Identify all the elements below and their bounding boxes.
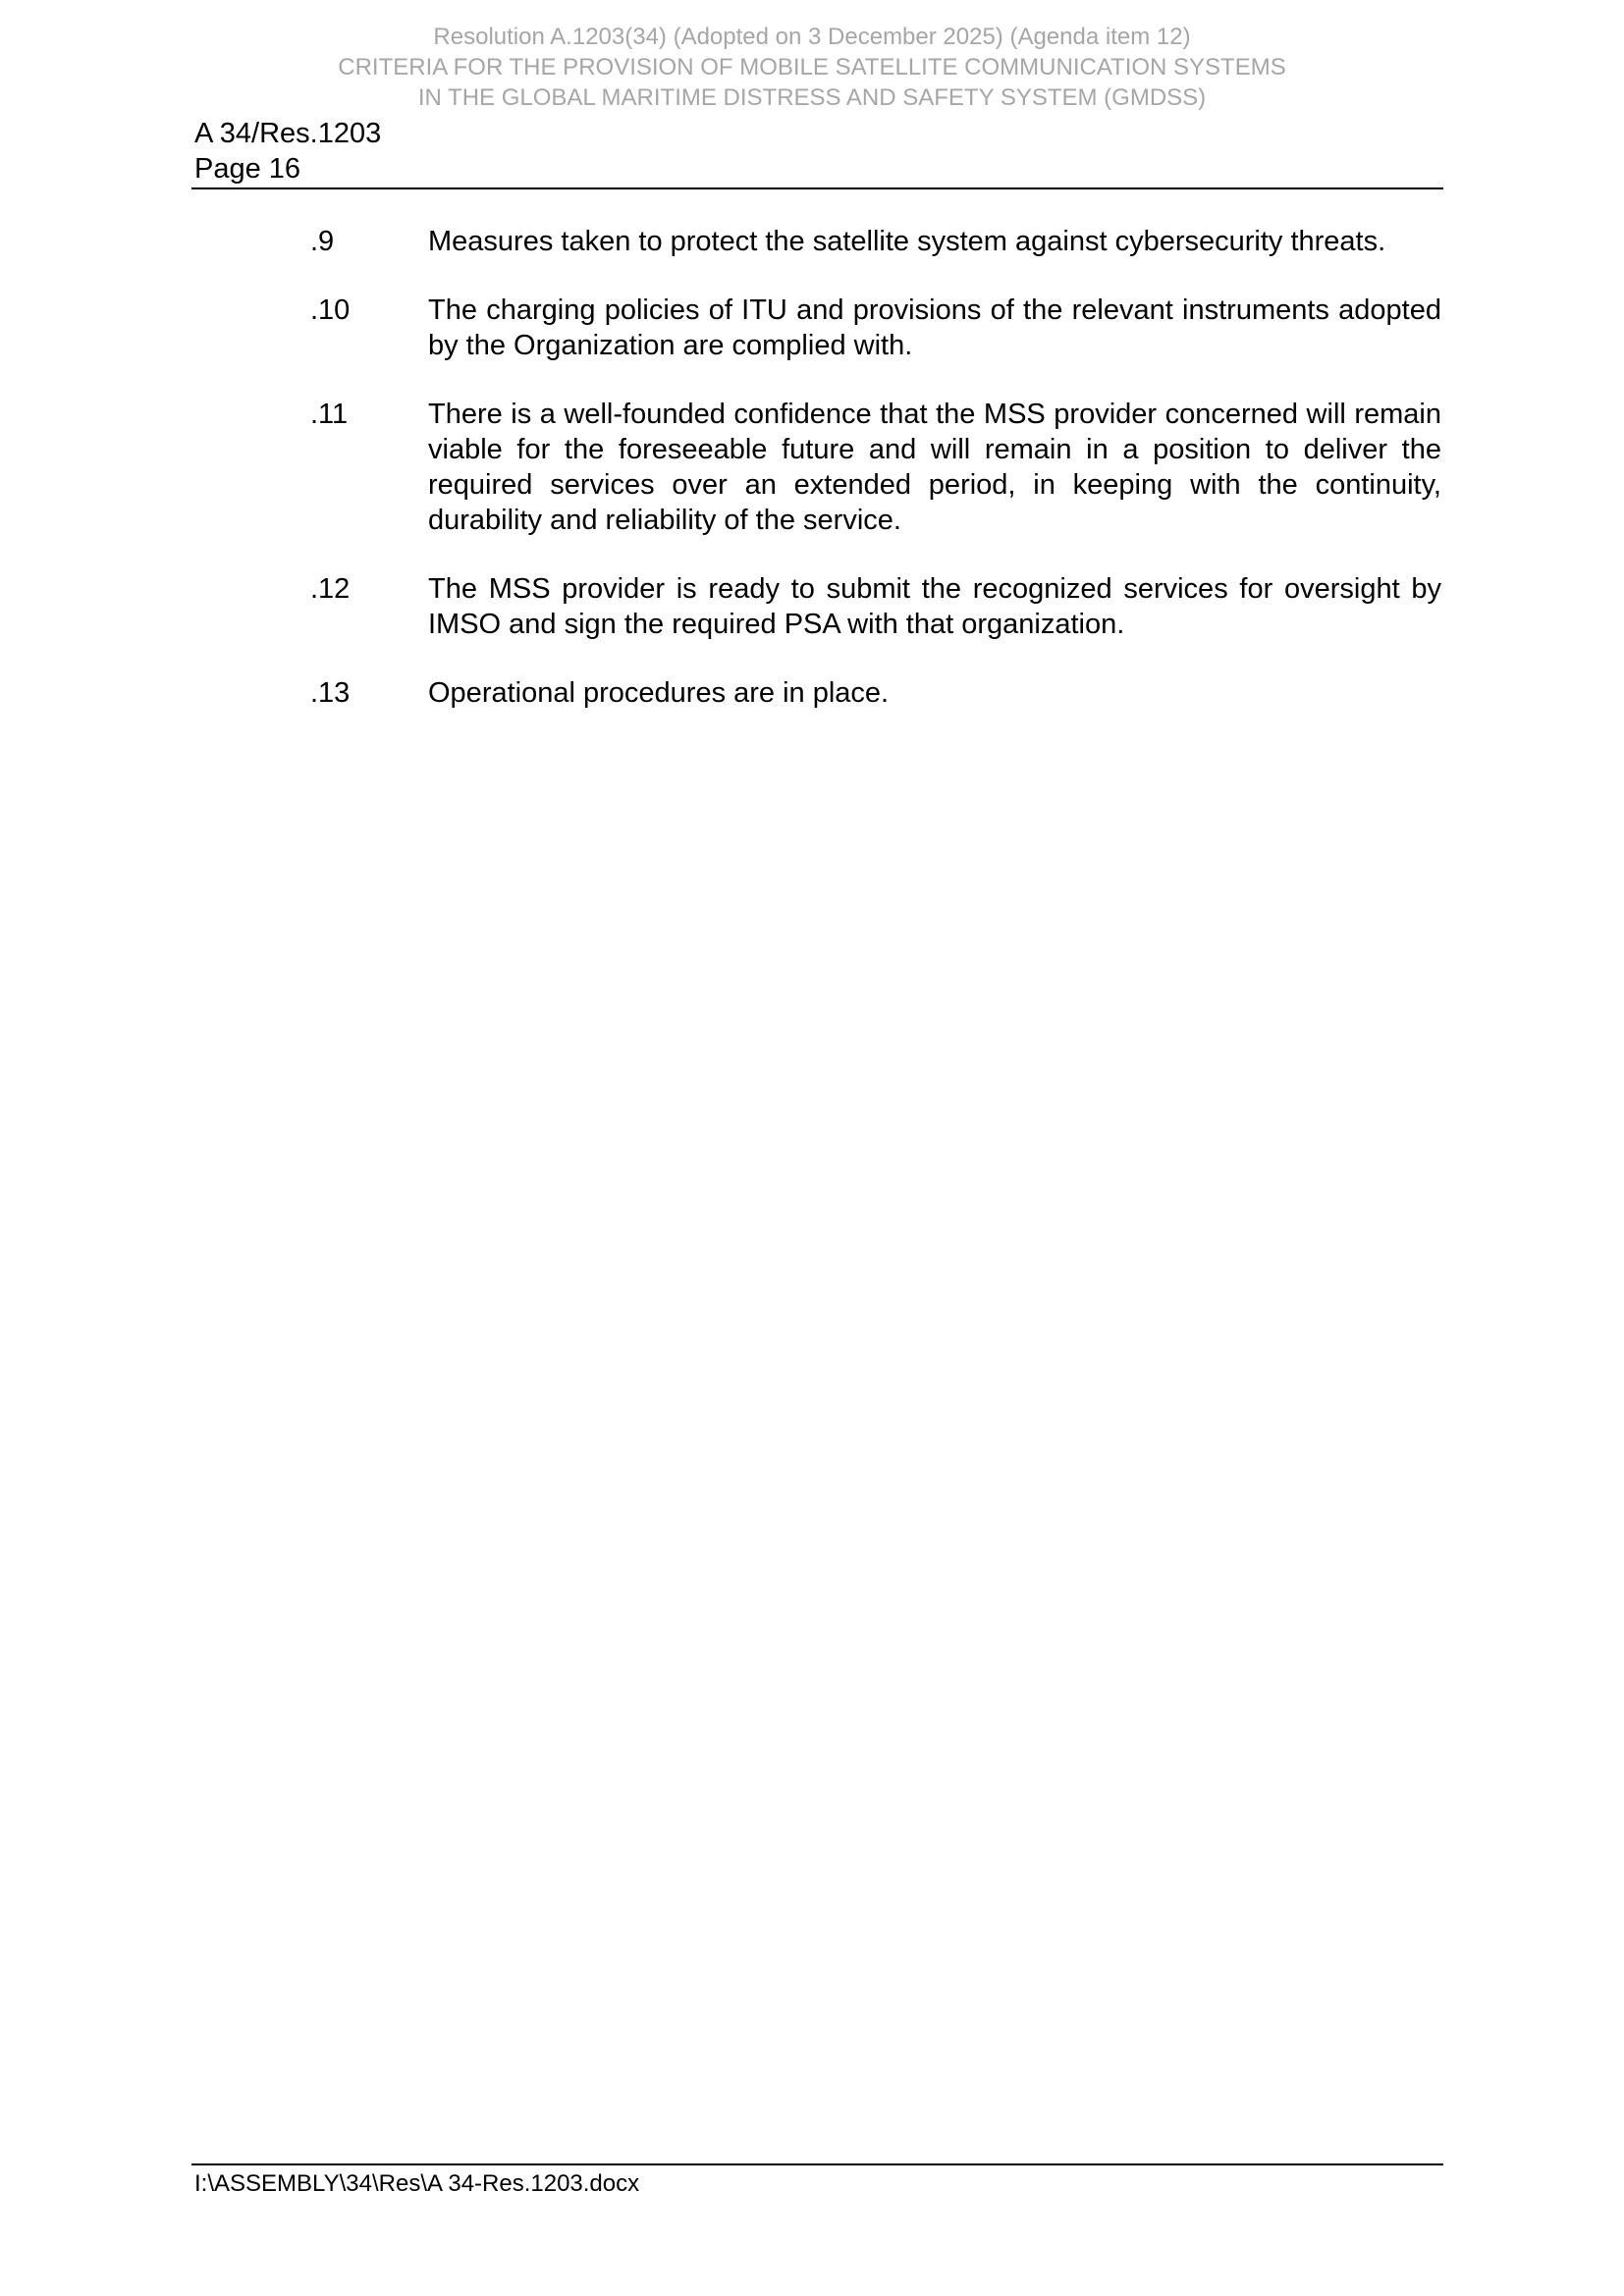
resolution-watermark [0,22,1624,113]
footer-divider [191,2163,1443,2165]
item-text: The charging policies of ITU and provisions of the relevant instruments adopted by the Organization are complied with. [428,294,1441,361]
watermark-line-3: IN THE GLOBAL MARITIME DISTRESS AND SAFETY SYSTEM (GMDSS) [417,84,1207,111]
item-number: .9 [310,226,335,257]
watermark-line-1: Resolution A.1203(34) (Adopted on 3 December 2025) (Agenda item 12) [433,24,1191,50]
item-number: .13 [310,677,351,709]
item-text: The MSS provider is ready to submit the recognized services for oversight by IMSO and sign the required PSA with that organization. [428,573,1441,640]
item-number: .10 [310,294,351,326]
header-divider [191,187,1443,189]
watermark-line-2: CRITERIA FOR THE PROVISION OF MOBILE SATELLITE COMMUNICATION SYSTEMS [338,54,1286,80]
item-text: Operational procedures are in place. [428,677,890,709]
list-item [310,397,1441,538]
list-item [310,293,1441,363]
item-text: Measures taken to protect the satellite system against cybersecurity threats. [428,226,1386,257]
list-item [310,675,1441,711]
item-number: .12 [310,573,351,605]
document-reference: A 34/Res.1203 [194,118,382,149]
list-item [310,224,1441,259]
item-text: There is a well-founded confidence that the MSS provider concerned will remain viable for the foreseeable future and will remain in a position to deliver the required services over an extended period, in keeping with the continuity, durability and reliability of the service. [428,399,1441,536]
document-header [194,116,381,187]
page-number: Page 16 [194,153,301,185]
list-item [310,571,1441,642]
file-path-footer: I:\ASSEMBLY\34\Res\A 34-Res.1203.docx [194,2170,640,2197]
criteria-list [310,224,1441,744]
item-number: .11 [310,399,349,430]
